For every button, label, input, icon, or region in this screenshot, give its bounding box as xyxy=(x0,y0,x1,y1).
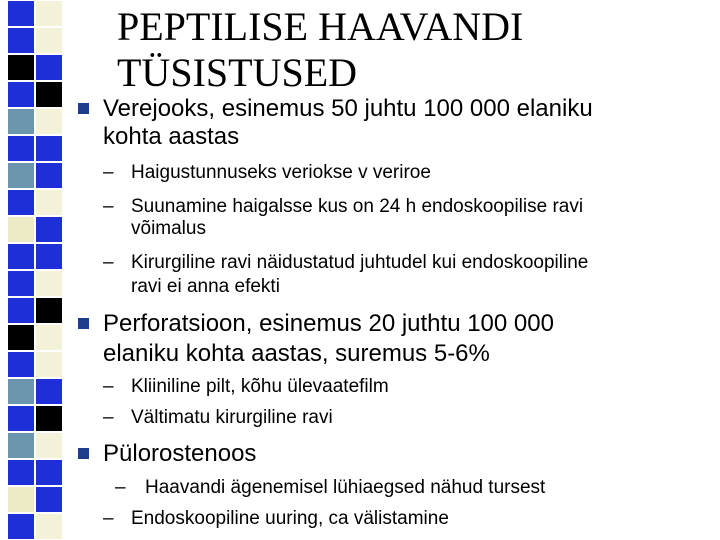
bullet-text: Perforatsioon, esinemus 20 juthtu 100 000 xyxy=(103,310,554,337)
bullet-text: kohta aastas xyxy=(103,123,240,150)
stripe-tile xyxy=(8,325,34,350)
sub-dash: – xyxy=(115,477,126,498)
stripe-tile xyxy=(8,487,34,512)
stripe-tile xyxy=(8,55,34,80)
stripe-tile xyxy=(36,190,62,215)
stripe-tile xyxy=(8,1,34,26)
stripe-tile xyxy=(8,109,34,134)
stripe-tile xyxy=(8,271,34,296)
stripe-tile xyxy=(36,460,62,485)
stripe-tile xyxy=(8,406,34,431)
stripe-tile xyxy=(8,190,34,215)
bullet-text: Verejooks, esinemus 50 juhtu 100 000 elaniku xyxy=(103,95,593,122)
sub-dash: – xyxy=(103,162,114,183)
stripe-tile xyxy=(36,487,62,512)
sub-item: võimalus xyxy=(131,218,206,239)
stripe-tile xyxy=(8,244,34,269)
sub-dash: – xyxy=(103,407,114,428)
sub-item: Endoskoopiline uuring, ca välistamine xyxy=(131,508,449,529)
stripe-tile xyxy=(36,352,62,377)
stripe-tile xyxy=(36,406,62,431)
stripe-tile xyxy=(36,325,62,350)
bullet-text: Pülorostenoos xyxy=(103,440,257,467)
stripe-tile xyxy=(36,28,62,53)
stripe-tile xyxy=(36,433,62,458)
stripe-tile xyxy=(36,514,62,539)
stripe-tile xyxy=(36,55,62,80)
sub-item: Suunamine haigalsse kus on 24 h endoskoopilise ravi xyxy=(131,196,584,217)
sub-item: Haavandi ägenemisel lühiaegsed nähud tursest xyxy=(145,477,546,498)
stripe-tile xyxy=(36,244,62,269)
title-line-1: PEPTILISE HAAVANDI xyxy=(117,4,524,49)
stripe-tile xyxy=(8,82,34,107)
sub-item: Haigustunnuseks veriokse v veriroe xyxy=(131,162,431,183)
stripe-tile xyxy=(36,271,62,296)
stripe-tile xyxy=(36,109,62,134)
stripe-tile xyxy=(36,1,62,26)
sub-dash: – xyxy=(103,252,114,273)
stripe-tile xyxy=(8,514,34,539)
stripe-tile xyxy=(36,217,62,242)
sub-item: Kliiniline pilt, kõhu ülevaatefilm xyxy=(131,376,389,397)
stripe-tile xyxy=(8,352,34,377)
stripe-tile xyxy=(8,136,34,161)
stripe-tile xyxy=(8,298,34,323)
stripe-tile xyxy=(8,163,34,188)
stripe-tile xyxy=(36,82,62,107)
slide-title xyxy=(117,4,523,96)
stripe-tile xyxy=(8,433,34,458)
stripe-tile xyxy=(8,460,34,485)
stripe-tile xyxy=(36,136,62,161)
stripe-tile xyxy=(36,163,62,188)
stripe-tile xyxy=(8,28,34,53)
decorative-stripe xyxy=(0,0,66,540)
bullet-marker xyxy=(78,448,89,459)
sub-item: ravi ei anna efekti xyxy=(131,276,280,297)
sub-dash: – xyxy=(103,508,114,529)
stripe-tile xyxy=(36,379,62,404)
bullet-marker xyxy=(78,103,89,114)
sub-item: Vältimatu kirurgiline ravi xyxy=(131,407,333,428)
sub-item: Kirurgiline ravi näidustatud juhtudel kui endoskoopiline xyxy=(131,252,589,273)
sub-dash: – xyxy=(103,376,114,397)
stripe-tile xyxy=(36,298,62,323)
title-line-2: TÜSISTUSED xyxy=(117,50,358,95)
bullet-text: elaniku kohta aastas, suremus 5-6% xyxy=(103,340,490,367)
bullet-marker xyxy=(78,318,89,329)
stripe-tile xyxy=(8,217,34,242)
sub-dash: – xyxy=(103,196,114,217)
stripe-tile xyxy=(8,379,34,404)
